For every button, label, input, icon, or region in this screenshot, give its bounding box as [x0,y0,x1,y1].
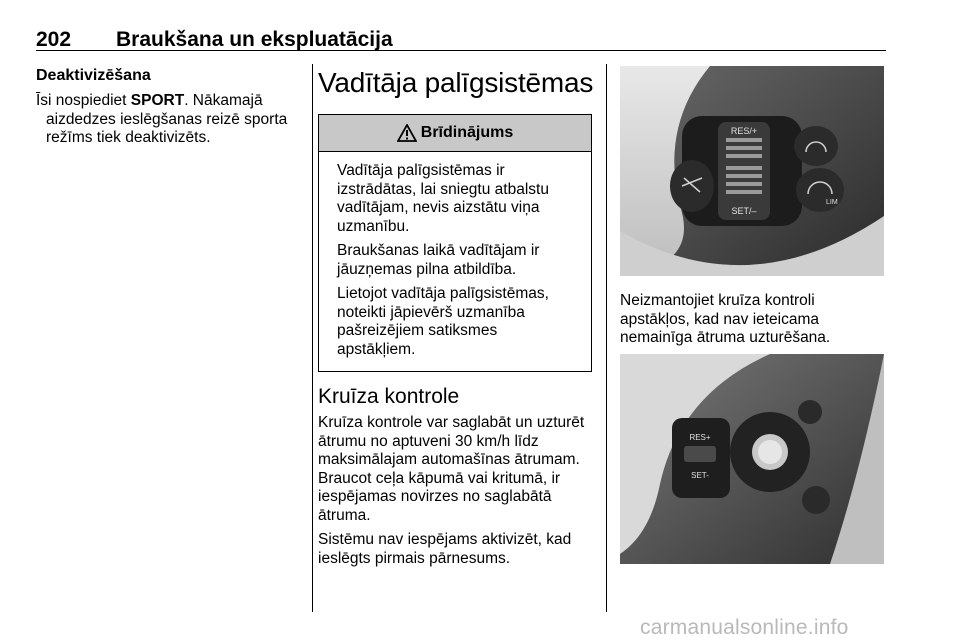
warning-title: Brīdinājums [420,124,514,141]
steering-wheel-figure [620,354,884,564]
warning-header [319,115,591,152]
para-text: . Nākamajā aizdedzes ieslēgšanas reizē sporta režīms tiek deaktivizēts. [46,92,288,146]
warning-box [318,114,592,372]
column-left [36,66,306,154]
cruise-paragraph: Sistēmu nav iespējams aktivizēt, kad ieslēgts pirmais pārnesums. [318,531,572,567]
res-label: RES/+ [730,126,758,136]
warning-paragraph: Braukšanas laikā vadītājam ir jāuzņemas pilna atbildība. [337,242,540,278]
column-divider [606,64,607,612]
column-middle [318,66,596,574]
chapter-title: Braukšana un ekspluatācija [116,28,393,51]
lim-label: LIM [826,199,838,206]
steering-controls-photo [620,66,884,276]
steering-controls-figure [620,66,884,276]
cruise-paragraph: Kruīza kontrole var saglabāt un uzturēt ātrumu no aptuveni 30 km/h līdz maksimālajam automašīnas ātrumam. Braucot ceļa kāpumā vai kritumā, ir iespējamas novirzes no saglabātā ātruma. [318,414,585,524]
para-text: Īsi nospiediet [36,92,131,109]
deactivation-paragraph [36,92,306,148]
warning-paragraph: Vadītāja palīgsistēmas ir izstrādātas, lai sniegtu atbalstu vadītājam, nevis aizstātu viņa uzmanību. [337,162,549,235]
steering-wheel-photo [620,354,884,564]
warning-triangle-icon [397,124,417,142]
deactivation-heading: Deaktivizēšana [36,67,151,84]
warning-paragraph: Lietojot vadītāja palīgsistēmas, noteikti jāpievērš uzmanība pašreizējiem satiksmes apstākļiem. [337,285,549,358]
section-title: Vadītāja palīgsistēmas [318,67,594,98]
page-number: 202 [36,28,72,51]
page-header [36,28,886,51]
column-right [620,66,886,564]
sport-keyword: SPORT [130,92,185,109]
set-label: SET/– [731,206,757,216]
watermark: carmanualsonline.info [640,616,849,639]
figure-caption: Neizmantojiet kruīza kontroli apstākļos, kad nav ieteicama nemainīga ātruma uzturēšana. [620,292,831,346]
set-label-2: SET- [691,470,709,480]
res-label-2: RES+ [689,432,711,442]
column-divider [312,64,313,612]
cruise-control-heading: Kruīza kontrole [318,385,460,408]
warning-body [319,152,591,371]
